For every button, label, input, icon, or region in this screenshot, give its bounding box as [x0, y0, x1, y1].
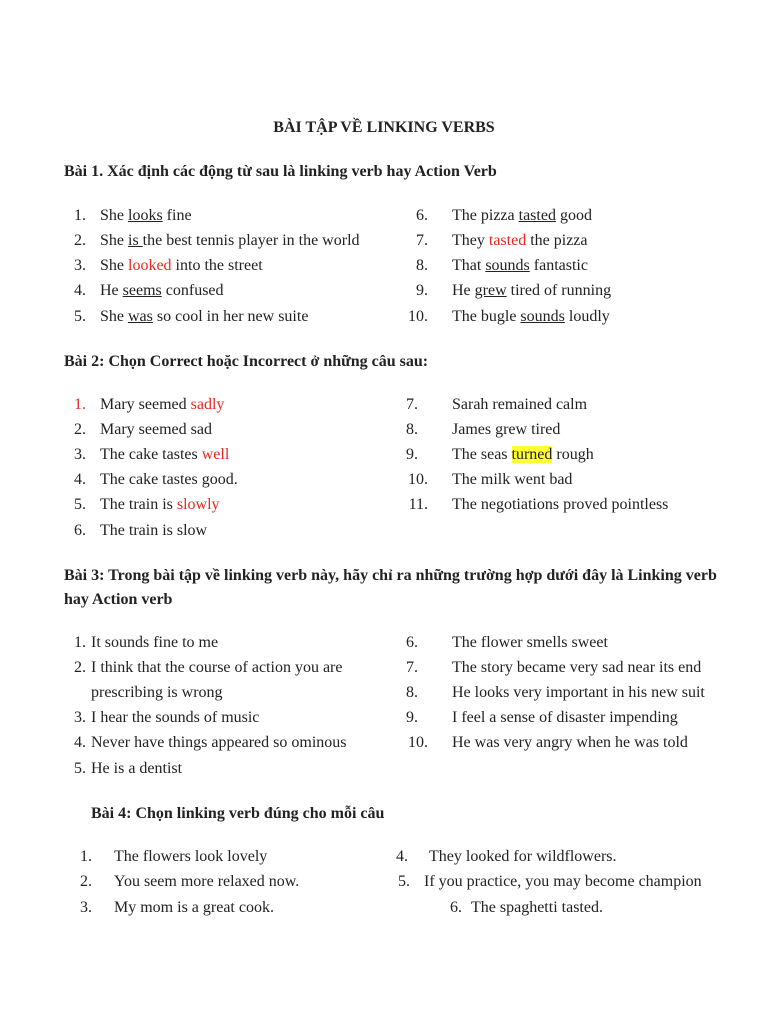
list-item-continuation: prescribing is wrong: [91, 684, 223, 701]
list-number: 1.: [80, 848, 92, 865]
list-number: 10.: [408, 308, 428, 325]
list-number: 2.: [74, 232, 86, 249]
exercise-1-heading: Bài 1. Xác định các động từ sau là linking verb hay Action Verb: [64, 163, 497, 180]
list-item: She looks fine: [100, 207, 192, 224]
list-number: 4.: [74, 282, 86, 299]
list-number: 1.: [74, 634, 86, 651]
list-item: The story became very sad near its end: [452, 659, 702, 676]
list-number: 5.: [74, 308, 86, 325]
list-number: 7.: [406, 659, 418, 676]
list-number: 3.: [74, 446, 86, 463]
list-number: 6.: [406, 634, 418, 651]
list-number: 8.: [416, 257, 428, 274]
list-number: 8.: [406, 684, 418, 701]
list-number: 7.: [416, 232, 428, 249]
exercise-2-heading: Bài 2: Chọn Correct hoặc Incorrect ở những câu sau:: [64, 353, 429, 370]
list-item: My mom is a great cook.: [114, 899, 274, 916]
list-item: The bugle sounds loudly: [452, 308, 610, 325]
list-number: 10.: [408, 734, 428, 751]
list-item: Never have things appeared so ominous: [91, 734, 347, 751]
list-item: Sarah remained calm: [452, 396, 588, 413]
list-number: 2.: [74, 421, 86, 438]
list-item: The pizza tasted good: [452, 207, 592, 224]
list-number: 5.: [74, 496, 86, 513]
list-item: Mary seemed sadly: [100, 396, 225, 413]
list-item: She is the best tennis player in the world: [100, 232, 360, 249]
list-number: 1.: [74, 396, 86, 413]
list-item: The flower smells sweet: [452, 634, 608, 651]
list-item: It sounds fine to me: [91, 634, 219, 651]
list-item: He is a dentist: [91, 760, 183, 777]
list-item: That sounds fantastic: [452, 257, 588, 274]
list-item: He seems confused: [100, 282, 224, 299]
list-number: 9.: [406, 709, 418, 726]
list-item: You seem more relaxed now.: [114, 873, 300, 890]
list-number: 2.: [80, 873, 92, 890]
list-number: 4.: [396, 848, 408, 865]
list-number: 11.: [408, 496, 428, 513]
exercise-3-heading-cont: hay Action verb: [64, 591, 173, 608]
list-item: Mary seemed sad: [100, 421, 212, 438]
list-item: I feel a sense of disaster impending: [452, 709, 678, 726]
list-item: The train is slowly: [100, 496, 220, 513]
exercise-3-heading: Bài 3: Trong bài tập về linking verb này, hãy chỉ ra những trường hợp dưới đây là Linking verb: [64, 567, 717, 584]
list-item: The seas turned rough: [452, 446, 594, 463]
list-item: The cake tastes well: [100, 446, 230, 463]
list-number: 3.: [80, 899, 92, 916]
list-number: 1.: [74, 207, 86, 224]
list-item: She was so cool in her new suite: [100, 308, 309, 325]
exercise-4-heading: Bài 4: Chọn linking verb đúng cho mỗi câu: [91, 805, 385, 822]
list-number: 6.: [450, 899, 462, 916]
list-item: He grew tired of running: [452, 282, 612, 299]
list-item: If you practice, you may become champion: [424, 873, 702, 890]
list-number: 8.: [406, 421, 418, 438]
list-number: 7.: [406, 396, 418, 413]
list-item: The milk went bad: [452, 471, 573, 488]
list-item: James grew tired: [452, 421, 561, 438]
list-item: I hear the sounds of music: [91, 709, 260, 726]
list-item: The cake tastes good.: [100, 471, 238, 488]
list-number: 9.: [406, 446, 418, 463]
list-item: He was very angry when he was told: [452, 734, 688, 751]
list-item: I think that the course of action you are: [91, 659, 343, 676]
list-number: 9.: [416, 282, 428, 299]
list-item: The spaghetti tasted.: [471, 899, 603, 916]
list-number: 5.: [74, 760, 86, 777]
list-number: 3.: [74, 709, 86, 726]
list-number: 6.: [416, 207, 428, 224]
list-item: The flowers look lovely: [114, 848, 268, 865]
list-item: They looked for wildflowers.: [429, 848, 617, 865]
list-number: 10.: [408, 471, 428, 488]
list-item: They tasted the pizza: [452, 232, 588, 249]
list-item: The train is slow: [100, 522, 208, 539]
list-number: 5.: [398, 873, 410, 890]
list-number: 6.: [74, 522, 86, 539]
list-number: 4.: [74, 471, 86, 488]
page-title: BÀI TẬP VỀ LINKING VERBS: [273, 119, 495, 136]
list-item: The negotiations proved pointless: [452, 496, 669, 513]
list-item: She looked into the street: [100, 257, 263, 274]
list-number: 2.: [74, 659, 86, 676]
list-number: 4.: [74, 734, 86, 751]
list-item: He looks very important in his new suit: [452, 684, 705, 701]
list-number: 3.: [74, 257, 86, 274]
